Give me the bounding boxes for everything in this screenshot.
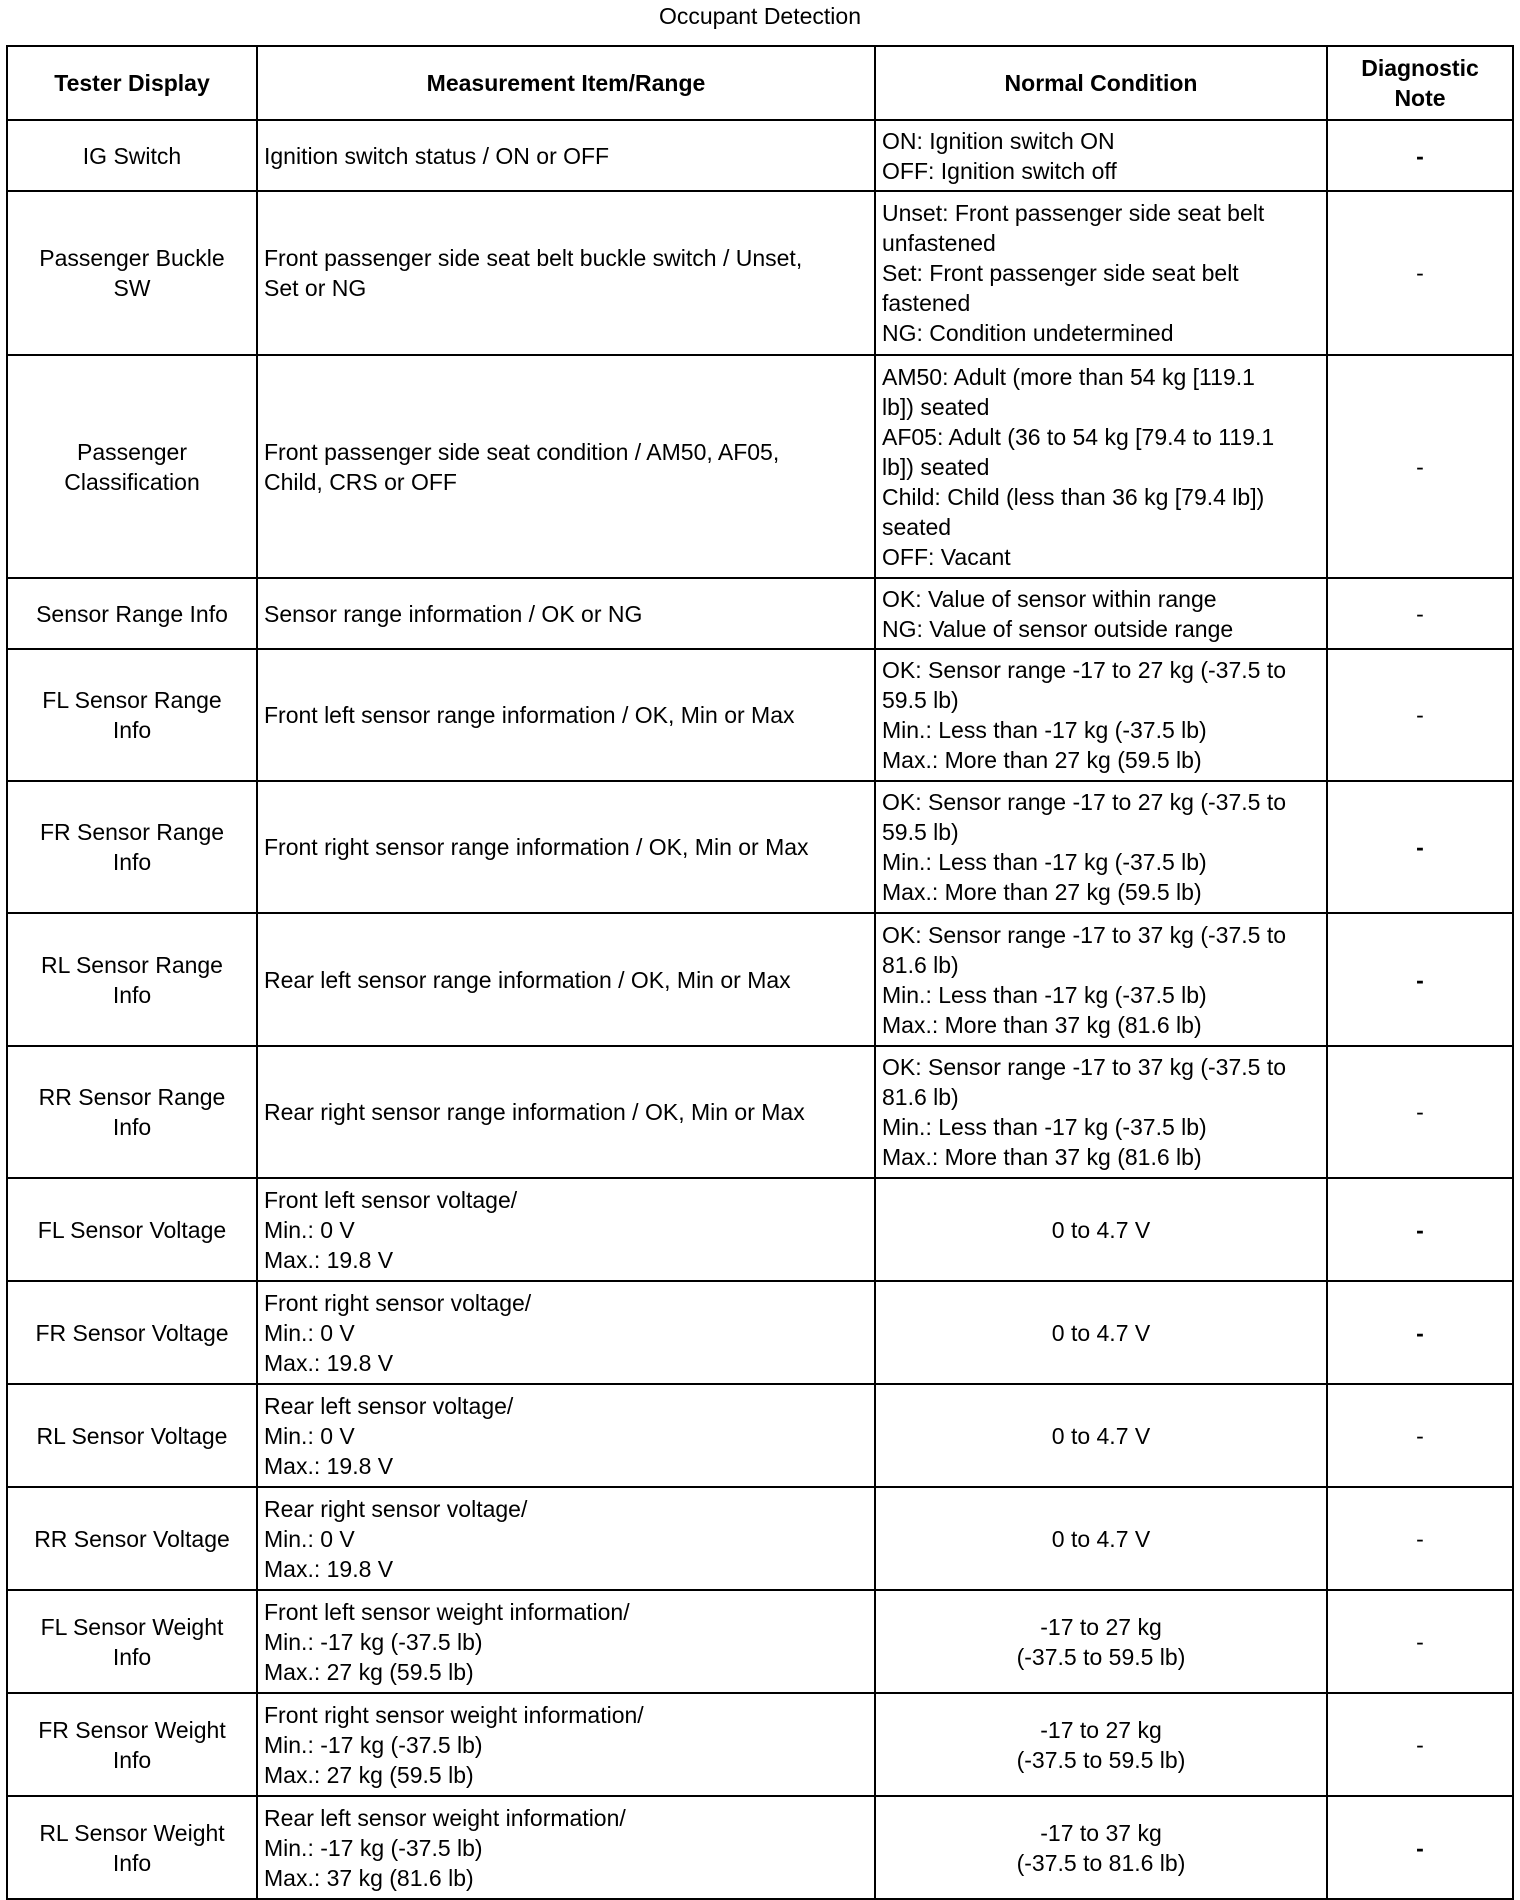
- normal-condition-cell-line: (-37.5 to 59.5 lb): [1016, 1746, 1186, 1773]
- normal-condition-cell-line: 0 to 4.7 V: [1051, 1525, 1151, 1552]
- header-normal-condition: Normal Condition: [875, 46, 1327, 120]
- measurement-range-cell-line: Rear right sensor range information / OK, Min or Max: [264, 1099, 805, 1125]
- normal-condition-cell: [875, 1046, 1327, 1178]
- measurement-range-cell: [257, 649, 875, 781]
- table-row: [7, 578, 1513, 649]
- normal-condition-cell: [875, 578, 1327, 649]
- header-tester-display: Tester Display: [7, 46, 257, 120]
- normal-condition-cell-line: OK: Sensor range -17 to 27 kg (-37.5 to: [882, 657, 1287, 683]
- measurement-range-cell-line: Min.: -17 kg (-37.5 lb): [264, 1834, 483, 1861]
- tester-display-cell-line: SW: [113, 275, 151, 301]
- table-row: [7, 191, 1513, 355]
- table-header-row: [7, 46, 1513, 120]
- normal-condition-cell-line: OK: Sensor range -17 to 37 kg (-37.5 to: [882, 1054, 1287, 1080]
- normal-condition-cell-line: fastened: [882, 290, 971, 316]
- diagnostic-note-cell: -: [1327, 1046, 1513, 1178]
- normal-condition-cell-line: NG: Value of sensor outside range: [882, 615, 1234, 642]
- measurement-range-cell-line: Rear right sensor voltage/: [264, 1495, 528, 1522]
- tester-display-cell: [7, 1693, 257, 1796]
- diagnostic-note-cell: -: [1327, 781, 1513, 913]
- measurement-range-cell: [257, 1590, 875, 1693]
- normal-condition-cell-line: Max.: More than 37 kg (81.6 lb): [882, 1144, 1202, 1170]
- diagnostic-note-cell: -: [1327, 1796, 1513, 1899]
- tester-display-cell: [7, 1796, 257, 1899]
- diagnostic-note-cell: -: [1327, 120, 1513, 191]
- table-row: [7, 1178, 1513, 1281]
- tester-display-cell-line: Info: [112, 849, 152, 875]
- normal-condition-cell: [875, 191, 1327, 355]
- measurement-range-cell: [257, 1693, 875, 1796]
- normal-condition-cell: [875, 1281, 1327, 1384]
- tester-display-cell-line: Sensor Range Info: [36, 600, 228, 627]
- normal-condition-cell-line: Set: Front passenger side seat belt: [882, 260, 1239, 286]
- measurement-range-cell-line: Front right sensor weight information/: [264, 1701, 644, 1728]
- measurement-range-cell-line: Front passenger side seat belt buckle switch / Unset,: [264, 245, 803, 271]
- tester-display-cell-line: Info: [112, 1746, 152, 1773]
- occupant-detection-table: [6, 45, 1514, 1900]
- tester-display-cell: [7, 1384, 257, 1487]
- diagnostic-note-cell: -: [1327, 1590, 1513, 1693]
- header-diagnostic-note-line: Note: [1394, 85, 1446, 111]
- table-row: [7, 649, 1513, 781]
- normal-condition-cell-line: Min.: Less than -17 kg (-37.5 lb): [882, 1114, 1207, 1140]
- tester-display-cell: [7, 355, 257, 578]
- tester-display-cell: [7, 1046, 257, 1178]
- table-row: [7, 1281, 1513, 1384]
- measurement-range-cell-line: Min.: -17 kg (-37.5 lb): [264, 1628, 483, 1655]
- measurement-range-cell-line: Min.: 0 V: [264, 1216, 355, 1243]
- tester-display-cell-line: Info: [112, 981, 152, 1008]
- normal-condition-cell-line: NG: Condition undetermined: [882, 320, 1174, 346]
- normal-condition-cell-line: lb]) seated: [882, 453, 990, 480]
- measurement-range-cell-line: Rear left sensor weight information/: [264, 1804, 626, 1831]
- normal-condition-cell-line: Max.: More than 27 kg (59.5 lb): [882, 879, 1202, 905]
- table-row: [7, 1796, 1513, 1899]
- measurement-range-cell: [257, 1796, 875, 1899]
- tester-display-cell-line: RR Sensor Voltage: [34, 1525, 230, 1552]
- tester-display-cell: [7, 578, 257, 649]
- normal-condition-cell: [875, 1487, 1327, 1590]
- normal-condition-cell-line: 59.5 lb): [882, 819, 959, 845]
- diagnostic-note-cell: -: [1327, 191, 1513, 355]
- tester-display-cell-line: FR Sensor Voltage: [35, 1319, 229, 1346]
- measurement-range-cell: [257, 1281, 875, 1384]
- measurement-range-cell-line: Max.: 27 kg (59.5 lb): [264, 1761, 474, 1788]
- normal-condition-cell-line: 0 to 4.7 V: [1051, 1319, 1151, 1346]
- diagnostic-note-cell: -: [1327, 649, 1513, 781]
- normal-condition-cell-line: seated: [882, 513, 952, 540]
- measurement-range-cell-line: Max.: 19.8 V: [264, 1555, 394, 1582]
- measurement-range-cell-line: Front passenger side seat condition / AM50, AF05,: [264, 438, 780, 465]
- measurement-range-cell-line: Rear left sensor voltage/: [264, 1392, 514, 1419]
- normal-condition-cell-line: Max.: More than 27 kg (59.5 lb): [882, 747, 1202, 773]
- table-row: [7, 355, 1513, 578]
- normal-condition-cell: [875, 781, 1327, 913]
- measurement-range-cell-line: Max.: 19.8 V: [264, 1246, 394, 1273]
- table-row: [7, 1487, 1513, 1590]
- normal-condition-cell-line: lb]) seated: [882, 393, 990, 420]
- tester-display-cell: [7, 649, 257, 781]
- measurement-range-cell-line: Max.: 19.8 V: [264, 1452, 394, 1479]
- tester-display-cell: [7, 781, 257, 913]
- measurement-range-cell-line: Max.: 37 kg (81.6 lb): [264, 1864, 474, 1891]
- measurement-range-cell-line: Rear left sensor range information / OK, Min or Max: [264, 966, 791, 993]
- header-measurement-range: Measurement Item/Range: [257, 46, 875, 120]
- tester-display-cell-line: RL Sensor Range: [41, 951, 223, 978]
- tester-display-cell-line: Classification: [64, 468, 200, 495]
- normal-condition-cell-line: -17 to 27 kg: [1040, 1716, 1162, 1743]
- normal-condition-cell-line: (-37.5 to 81.6 lb): [1016, 1849, 1186, 1876]
- diagnostic-note-cell: -: [1327, 578, 1513, 649]
- measurement-range-cell: [257, 120, 875, 191]
- measurement-range-cell-line: Front right sensor range information / OK, Min or Max: [264, 834, 809, 860]
- tester-display-cell-line: FR Sensor Weight: [38, 1716, 226, 1743]
- diagnostic-note-cell: -: [1327, 1487, 1513, 1590]
- measurement-range-cell-line: Max.: 19.8 V: [264, 1349, 394, 1376]
- tester-display-cell-line: FL Sensor Voltage: [37, 1216, 227, 1243]
- measurement-range-cell: [257, 191, 875, 355]
- normal-condition-cell-line: (-37.5 to 59.5 lb): [1016, 1643, 1186, 1670]
- tester-display-cell-line: RL Sensor Voltage: [36, 1422, 228, 1449]
- measurement-range-cell: [257, 1384, 875, 1487]
- normal-condition-cell: [875, 1384, 1327, 1487]
- diagnostic-note-cell: -: [1327, 355, 1513, 578]
- measurement-range-cell: [257, 1178, 875, 1281]
- measurement-range-cell-line: Child, CRS or OFF: [264, 468, 457, 495]
- table-body: [7, 120, 1513, 1899]
- tester-display-cell-line: RR Sensor Range: [38, 1084, 226, 1110]
- normal-condition-cell-line: 81.6 lb): [882, 1084, 959, 1110]
- normal-condition-cell-line: ON: Ignition switch ON: [882, 127, 1115, 154]
- normal-condition-cell: [875, 1178, 1327, 1281]
- normal-condition-cell-line: -17 to 27 kg: [1040, 1613, 1162, 1640]
- tester-display-cell-line: Info: [112, 717, 152, 743]
- normal-condition-cell: [875, 1796, 1327, 1899]
- tester-display-cell-line: FL Sensor Weight: [40, 1613, 224, 1640]
- tester-display-cell-line: Passenger: [77, 438, 187, 465]
- measurement-range-cell: [257, 578, 875, 649]
- normal-condition-cell-line: OK: Value of sensor within range: [882, 585, 1217, 612]
- normal-condition-cell-line: -17 to 37 kg: [1040, 1819, 1162, 1846]
- table-row: [7, 120, 1513, 191]
- measurement-range-cell-line: Ignition switch status / ON or OFF: [264, 142, 610, 169]
- normal-condition-cell-line: Min.: Less than -17 kg (-37.5 lb): [882, 981, 1207, 1008]
- table-row: [7, 1693, 1513, 1796]
- table-row: [7, 1590, 1513, 1693]
- normal-condition-cell-line: unfastened: [882, 230, 996, 256]
- normal-condition-cell: [875, 355, 1327, 578]
- normal-condition-cell: [875, 120, 1327, 191]
- normal-condition-cell: [875, 1693, 1327, 1796]
- normal-condition-cell: [875, 913, 1327, 1046]
- normal-condition-cell-line: OFF: Ignition switch off: [882, 157, 1117, 184]
- diagnostic-note-cell: -: [1327, 913, 1513, 1046]
- tester-display-cell-line: Info: [112, 1643, 152, 1670]
- tester-display-cell-line: FL Sensor Range: [42, 687, 222, 713]
- tester-display-cell-line: RL Sensor Weight: [39, 1819, 225, 1846]
- measurement-range-cell-line: Front left sensor weight information/: [264, 1598, 630, 1625]
- normal-condition-cell-line: Max.: More than 37 kg (81.6 lb): [882, 1011, 1202, 1038]
- measurement-range-cell-line: Min.: 0 V: [264, 1422, 355, 1449]
- tester-display-cell-line: Info: [112, 1849, 152, 1876]
- normal-condition-cell-line: Min.: Less than -17 kg (-37.5 lb): [882, 717, 1207, 743]
- normal-condition-cell-line: AF05: Adult (36 to 54 kg [79.4 to 119.1: [882, 423, 1275, 450]
- measurement-range-cell: [257, 1487, 875, 1590]
- table-row: [7, 913, 1513, 1046]
- table-row: [7, 1046, 1513, 1178]
- normal-condition-cell: [875, 649, 1327, 781]
- normal-condition-cell-line: OK: Sensor range -17 to 27 kg (-37.5 to: [882, 789, 1287, 815]
- tester-display-cell-line: Info: [112, 1114, 152, 1140]
- normal-condition-cell-line: OK: Sensor range -17 to 37 kg (-37.5 to: [882, 921, 1287, 948]
- normal-condition-cell-line: OFF: Vacant: [882, 543, 1011, 570]
- tester-display-cell: [7, 1487, 257, 1590]
- tester-display-cell: [7, 1178, 257, 1281]
- measurement-range-cell-line: Set or NG: [264, 275, 367, 301]
- measurement-range-cell-line: Front right sensor voltage/: [264, 1289, 532, 1316]
- measurement-range-cell: [257, 781, 875, 913]
- tester-display-cell-line: IG Switch: [82, 142, 182, 169]
- normal-condition-cell-line: 0 to 4.7 V: [1051, 1422, 1151, 1449]
- tester-display-cell: [7, 913, 257, 1046]
- diagnostic-note-cell: -: [1327, 1281, 1513, 1384]
- normal-condition-cell-line: Unset: Front passenger side seat belt: [882, 200, 1265, 226]
- measurement-range-cell: [257, 1046, 875, 1178]
- normal-condition-cell-line: 0 to 4.7 V: [1051, 1216, 1151, 1243]
- normal-condition-cell: [875, 1590, 1327, 1693]
- tester-display-cell-line: Passenger Buckle: [39, 245, 225, 271]
- tester-display-cell: [7, 1281, 257, 1384]
- table-row: [7, 1384, 1513, 1487]
- measurement-range-cell-line: Sensor range information / OK or NG: [264, 600, 643, 627]
- diagnostic-note-cell: -: [1327, 1384, 1513, 1487]
- normal-condition-cell-line: Child: Child (less than 36 kg [79.4 lb]): [882, 483, 1265, 510]
- measurement-range-cell-line: Min.: 0 V: [264, 1319, 355, 1346]
- tester-display-cell-line: FR Sensor Range: [39, 819, 225, 845]
- measurement-range-cell: [257, 355, 875, 578]
- normal-condition-cell-line: Min.: Less than -17 kg (-37.5 lb): [882, 849, 1207, 875]
- document-title: Occupant Detection: [658, 3, 861, 29]
- tester-display-cell: [7, 120, 257, 191]
- header-diagnostic-note-line: Diagnostic: [1361, 55, 1479, 81]
- normal-condition-cell-line: AM50: Adult (more than 54 kg [119.1: [882, 363, 1255, 390]
- measurement-range-cell-line: Min.: -17 kg (-37.5 lb): [264, 1731, 483, 1758]
- diagnostic-note-cell: -: [1327, 1693, 1513, 1796]
- measurement-range-cell-line: Min.: 0 V: [264, 1525, 355, 1552]
- tester-display-cell: [7, 1590, 257, 1693]
- table-row: [7, 781, 1513, 913]
- normal-condition-cell-line: 59.5 lb): [882, 687, 959, 713]
- measurement-range-cell-line: Front left sensor voltage/: [264, 1186, 518, 1213]
- tester-display-cell: [7, 191, 257, 355]
- measurement-range-cell-line: Max.: 27 kg (59.5 lb): [264, 1658, 474, 1685]
- normal-condition-cell-line: 81.6 lb): [882, 951, 959, 978]
- measurement-range-cell-line: Front left sensor range information / OK, Min or Max: [264, 702, 795, 728]
- header-diagnostic-note: [1327, 46, 1513, 120]
- diagnostic-note-cell: -: [1327, 1178, 1513, 1281]
- measurement-range-cell: [257, 913, 875, 1046]
